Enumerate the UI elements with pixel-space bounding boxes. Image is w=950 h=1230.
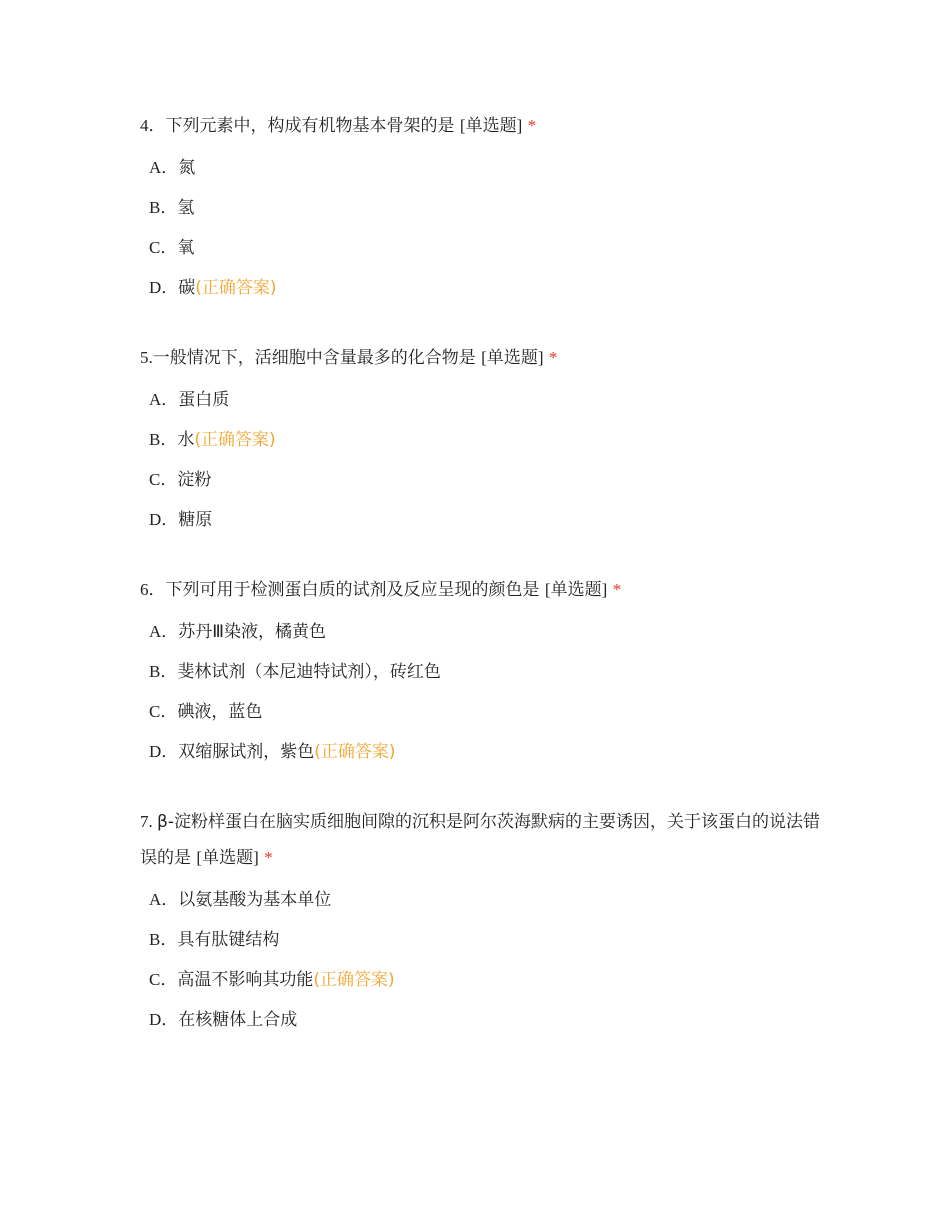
option-list xyxy=(140,880,830,1040)
quiz-answer-sheet xyxy=(140,108,830,1072)
option-a xyxy=(149,880,830,920)
option-letter: B． xyxy=(149,930,178,949)
option-letter: B． xyxy=(149,430,178,449)
option-text: 氧 xyxy=(177,238,195,258)
required-marker: * xyxy=(548,348,558,367)
option-text: 碘液，蓝色 xyxy=(177,702,263,722)
option-d xyxy=(149,500,830,540)
option-text: 蛋白质 xyxy=(178,390,230,410)
question-number: 6． xyxy=(140,580,166,599)
option-text: 双缩脲试剂，紫色 xyxy=(178,742,315,762)
option-list xyxy=(140,612,830,772)
option-a xyxy=(149,380,830,420)
option-b xyxy=(149,188,830,228)
option-c xyxy=(149,692,830,732)
question-title xyxy=(140,108,830,144)
question-number: 5. xyxy=(140,348,153,367)
question-title xyxy=(140,572,830,608)
option-letter: C． xyxy=(149,970,178,989)
option-list xyxy=(140,148,830,308)
option-letter: D． xyxy=(149,742,179,761)
option-text: 淀粉 xyxy=(177,470,212,490)
question-4 xyxy=(140,108,830,308)
question-text: 一般情况下，活细胞中含量最多的化合物是 xyxy=(152,348,476,368)
option-letter: A． xyxy=(149,890,179,909)
question-type: [单选题] xyxy=(196,848,259,867)
required-marker: * xyxy=(264,848,273,867)
option-c xyxy=(149,460,830,500)
correct-answer-label: (正确答案) xyxy=(314,742,396,762)
question-title xyxy=(140,804,830,876)
option-c xyxy=(149,960,830,1000)
option-letter: D． xyxy=(149,278,179,297)
correct-answer-label: (正确答案) xyxy=(195,278,277,298)
option-letter: A． xyxy=(149,390,179,409)
option-text: 具有肽键结构 xyxy=(177,930,280,950)
option-d xyxy=(149,732,830,772)
question-number: 7. xyxy=(140,812,157,831)
option-letter: B． xyxy=(149,662,178,681)
option-letter: A． xyxy=(149,622,179,641)
option-letter: C． xyxy=(149,470,178,489)
option-letter: C． xyxy=(149,702,178,721)
option-text: 苏丹Ⅲ染液，橘黄色 xyxy=(178,622,327,642)
question-type: [单选题] xyxy=(481,348,544,367)
option-text: 氮 xyxy=(178,158,196,178)
option-b xyxy=(149,652,830,692)
option-list xyxy=(140,380,830,540)
question-text: 下列元素中，构成有机物基本骨架的是 xyxy=(165,116,455,136)
correct-answer-label: (正确答案) xyxy=(194,430,276,450)
question-7 xyxy=(140,804,830,1040)
required-marker: * xyxy=(612,580,622,599)
question-6 xyxy=(140,572,830,772)
option-text: 糖原 xyxy=(178,510,213,530)
question-text: 下列可用于检测蛋白质的试剂及反应呈现的颜色是 xyxy=(165,580,540,600)
option-text: 氢 xyxy=(177,198,195,218)
question-text: β-淀粉样蛋白在脑实质细胞间隙的沉积是阿尔茨海默病的主要诱因，关于该蛋白的说法错误的是 xyxy=(140,812,820,868)
question-type: [单选题] xyxy=(544,580,608,599)
option-text: 碳 xyxy=(178,278,196,298)
option-letter: B． xyxy=(149,198,178,217)
question-title xyxy=(140,340,830,376)
option-text: 斐林试剂（本尼迪特试剂），砖红色 xyxy=(177,662,441,682)
option-c xyxy=(149,228,830,268)
question-type: [单选题] xyxy=(459,116,523,135)
option-letter: A． xyxy=(149,158,179,177)
option-text: 以氨基酸为基本单位 xyxy=(178,890,332,910)
option-text: 水 xyxy=(177,430,195,450)
question-5 xyxy=(140,340,830,540)
correct-answer-label: (正确答案) xyxy=(313,970,395,990)
question-number: 4． xyxy=(140,116,166,135)
option-b xyxy=(149,920,830,960)
option-b xyxy=(149,420,830,460)
required-marker: * xyxy=(527,116,537,135)
option-d xyxy=(149,1000,830,1040)
option-text: 高温不影响其功能 xyxy=(177,970,314,990)
option-a xyxy=(149,612,830,652)
option-d xyxy=(149,268,830,308)
option-letter: D． xyxy=(149,510,179,529)
option-a xyxy=(149,148,830,188)
option-letter: C． xyxy=(149,238,178,257)
option-text: 在核糖体上合成 xyxy=(178,1010,298,1030)
option-letter: D． xyxy=(149,1010,179,1029)
